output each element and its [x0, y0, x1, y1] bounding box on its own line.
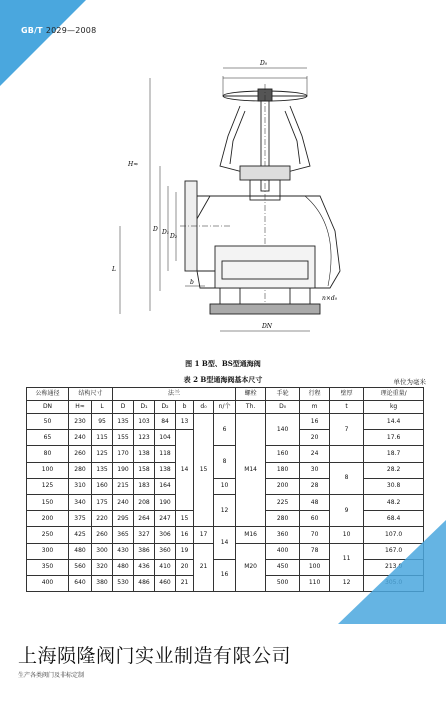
table-row	[27, 478, 424, 494]
cell-th: M16	[236, 527, 266, 543]
cell-dn: 80	[27, 446, 69, 462]
cell-t: 9	[330, 494, 364, 526]
valve-drawing	[90, 56, 360, 341]
cell-d: 365	[113, 527, 134, 543]
cell-d2: 138	[155, 462, 176, 478]
cell-dn: 200	[27, 511, 69, 527]
head-d1: D₁	[134, 401, 155, 414]
cell-d: 530	[113, 575, 134, 591]
cell-weight: 17.6	[364, 430, 424, 446]
cell-h: 340	[69, 494, 92, 510]
cell-d0: 21	[194, 543, 214, 592]
cell-t: 11	[330, 543, 364, 575]
cell-d1: 327	[134, 527, 155, 543]
cell-d2: 460	[155, 575, 176, 591]
cell-hand: 225	[266, 494, 300, 510]
company-slogan: 生产各类阀门及非标定制	[18, 672, 85, 679]
head-wall: 壁厚	[330, 388, 364, 401]
cell-dn: 250	[27, 527, 69, 543]
cell-d1: 103	[134, 414, 155, 430]
head-dn-sym: DN	[27, 401, 69, 414]
head-d2: D₂	[155, 401, 176, 414]
cell-l: 160	[92, 478, 113, 494]
head-b: b	[176, 401, 194, 414]
cell-m: 78	[300, 543, 330, 559]
cell-d: 295	[113, 511, 134, 527]
cell-d: 480	[113, 559, 134, 575]
cell-n: 12	[214, 494, 236, 526]
cell-b: 20	[176, 559, 194, 575]
head-weight: 理论重量/	[364, 388, 424, 401]
cell-m: 100	[300, 559, 330, 575]
cell-l: 125	[92, 446, 113, 462]
cell-d2: 104	[155, 430, 176, 446]
cell-hand: 160	[266, 446, 300, 462]
head-t: t	[330, 401, 364, 414]
cell-th: M14	[236, 414, 266, 527]
corner-decoration-bottom-right	[338, 520, 446, 624]
cell-d1: 486	[134, 575, 155, 591]
cell-weight: 30.8	[364, 478, 424, 494]
cell-h: 240	[69, 430, 92, 446]
head-bolt: 螺栓	[236, 388, 266, 401]
cell-d1: 158	[134, 462, 155, 478]
cell-t: 12	[330, 575, 364, 591]
cell-d1: 386	[134, 543, 155, 559]
cell-l: 320	[92, 559, 113, 575]
head-h: H≈	[69, 401, 92, 414]
figure-caption: 图 1 B型、BS型通海阀	[185, 359, 261, 368]
cell-weight: 18.7	[364, 446, 424, 462]
cell-b: 14	[176, 430, 194, 511]
label-d1: D₁	[162, 229, 170, 236]
cell-d2: 84	[155, 414, 176, 430]
cell-weight: 107.0	[364, 527, 424, 543]
cell-h: 640	[69, 575, 92, 591]
cell-hand: 400	[266, 543, 300, 559]
cell-dn: 100	[27, 462, 69, 478]
head-d: D	[113, 401, 134, 414]
head-struct: 结构尺寸	[69, 388, 113, 401]
cell-t: 10	[330, 527, 364, 543]
cell-n: 10	[214, 478, 236, 494]
cell-weight: 305.0	[364, 575, 424, 591]
cell-hand: 200	[266, 478, 300, 494]
label-d0: D₀	[260, 60, 268, 67]
cell-n: 6	[214, 414, 236, 446]
cell-m: 70	[300, 527, 330, 543]
cell-d1: 264	[134, 511, 155, 527]
cell-n: 16	[214, 559, 236, 591]
cell-d1: 123	[134, 430, 155, 446]
cell-m: 60	[300, 511, 330, 527]
cell-h: 260	[69, 446, 92, 462]
cell-l: 260	[92, 527, 113, 543]
head-m: m	[300, 401, 330, 414]
cell-h: 560	[69, 559, 92, 575]
cell-dn: 50	[27, 414, 69, 430]
cell-t	[330, 446, 364, 462]
head-dn: 公称通径	[27, 388, 69, 401]
corner-decoration-top-left	[0, 0, 86, 86]
cell-h: 310	[69, 478, 92, 494]
cell-d: 430	[113, 543, 134, 559]
cell-d1: 138	[134, 446, 155, 462]
label-d2: D₂	[170, 233, 178, 240]
head-hand: 手轮	[266, 388, 300, 401]
cell-d1: 436	[134, 559, 155, 575]
cell-h: 375	[69, 511, 92, 527]
cell-t: 7	[330, 414, 364, 446]
cell-weight: 68.4	[364, 511, 424, 527]
cell-n: 14	[214, 527, 236, 559]
head-kg: kg	[364, 401, 424, 414]
cell-d2: 306	[155, 527, 176, 543]
cell-m: 30	[300, 462, 330, 478]
head-th: Th.	[236, 401, 266, 414]
cell-weight: 167.0	[364, 543, 424, 559]
cell-hand: 280	[266, 511, 300, 527]
cell-b: 13	[176, 414, 194, 430]
cell-d2: 247	[155, 511, 176, 527]
cell-d2: 360	[155, 543, 176, 559]
cell-hand: 450	[266, 559, 300, 575]
cell-dn: 300	[27, 543, 69, 559]
cell-h: 480	[69, 543, 92, 559]
cell-d1: 208	[134, 494, 155, 510]
cell-d: 135	[113, 414, 134, 430]
cell-h: 425	[69, 527, 92, 543]
label-h: H≈	[128, 161, 139, 168]
label-d: D	[153, 226, 158, 233]
unit-note: 单位为毫米	[393, 378, 426, 386]
cell-l: 95	[92, 414, 113, 430]
head-n: n/个	[214, 401, 236, 414]
head-d0: d₀	[194, 401, 214, 414]
cell-dn: 150	[27, 494, 69, 510]
cell-l: 135	[92, 462, 113, 478]
cell-h: 280	[69, 462, 92, 478]
cell-hand: 360	[266, 527, 300, 543]
cell-b: 15	[176, 511, 194, 527]
cell-d0: 17	[194, 527, 214, 543]
cell-d0: 15	[194, 414, 214, 527]
cell-l: 115	[92, 430, 113, 446]
cell-d: 155	[113, 430, 134, 446]
cell-weight: 48.2	[364, 494, 424, 510]
head-l: L	[92, 401, 113, 414]
table-row	[27, 494, 424, 510]
cell-d: 215	[113, 478, 134, 494]
cell-l: 175	[92, 494, 113, 510]
cell-d: 170	[113, 446, 134, 462]
table-caption: 表 2 B型通海阀基本尺寸	[183, 375, 263, 384]
label-l: L	[112, 266, 116, 273]
table-row	[27, 414, 424, 430]
head-stroke: 行程	[300, 388, 330, 401]
table-row	[27, 446, 424, 462]
cell-d: 190	[113, 462, 134, 478]
cell-l: 380	[92, 575, 113, 591]
cell-d2: 190	[155, 494, 176, 510]
cell-l: 220	[92, 511, 113, 527]
cell-dn: 350	[27, 559, 69, 575]
cell-weight: 213.0	[364, 559, 424, 575]
cell-d2: 164	[155, 478, 176, 494]
cell-m: 28	[300, 478, 330, 494]
cell-dn: 400	[27, 575, 69, 591]
cell-m: 16	[300, 414, 330, 430]
company-name: 上海陨隆阀门实业制造有限公司	[18, 645, 292, 667]
standard-number: GB/T 2029—2008	[21, 26, 97, 35]
label-b: b	[190, 279, 194, 286]
cell-hand: 180	[266, 462, 300, 478]
head-d0-hand: D₀	[266, 401, 300, 414]
cell-d: 240	[113, 494, 134, 510]
cell-weight: 28.2	[364, 462, 424, 478]
cell-m: 24	[300, 446, 330, 462]
head-flange: 法兰	[113, 388, 236, 401]
cell-h: 230	[69, 414, 92, 430]
cell-m: 48	[300, 494, 330, 510]
label-dn: DN	[262, 323, 273, 330]
cell-hand: 140	[266, 414, 300, 446]
cell-t: 8	[330, 462, 364, 494]
cell-d2: 410	[155, 559, 176, 575]
cell-b: 16	[176, 527, 194, 543]
label-n-d0: n×d₀	[322, 295, 338, 302]
cell-th: M20	[236, 543, 266, 592]
cell-l: 300	[92, 543, 113, 559]
cell-b: 19	[176, 543, 194, 559]
cell-weight: 14.4	[364, 414, 424, 430]
cell-b: 21	[176, 575, 194, 591]
cell-d2: 118	[155, 446, 176, 462]
cell-d1: 183	[134, 478, 155, 494]
cell-dn: 125	[27, 478, 69, 494]
cell-hand: 500	[266, 575, 300, 591]
cell-m: 20	[300, 430, 330, 446]
cell-dn: 65	[27, 430, 69, 446]
cell-n: 8	[214, 446, 236, 478]
cell-m: 110	[300, 575, 330, 591]
